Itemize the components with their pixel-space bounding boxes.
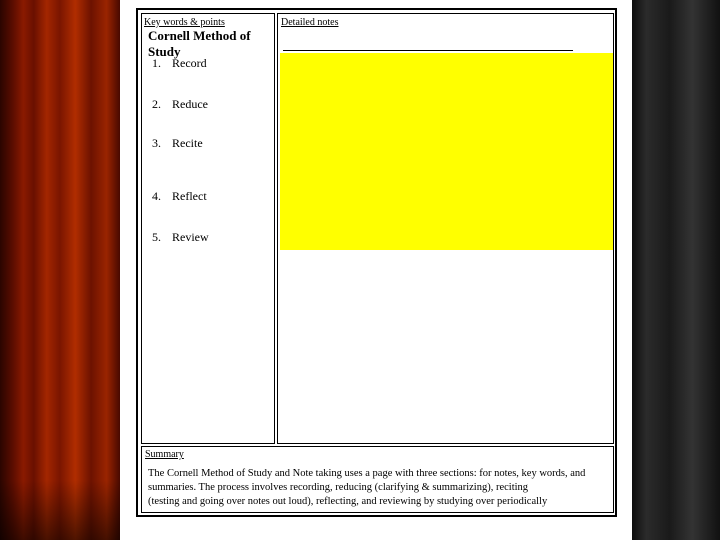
step-label: Reduce — [172, 97, 208, 111]
step-number: 5. — [152, 230, 161, 244]
step-recite — [152, 136, 203, 151]
summary-line: summaries. The process involves recording, reducing (clarifying & summarizing), reciting — [148, 482, 529, 493]
notes-column — [277, 13, 614, 444]
cue-column — [141, 13, 275, 444]
highlighted-notes-area — [280, 53, 613, 250]
curtain-left-backdrop — [0, 0, 130, 540]
summary-text — [148, 467, 608, 509]
step-label: Record — [172, 56, 207, 70]
step-label: Review — [172, 230, 209, 244]
document-page — [120, 0, 632, 540]
summary-section — [141, 446, 614, 513]
step-number: 1. — [152, 56, 161, 70]
summary-label: Summary — [145, 449, 184, 460]
summary-line: The Cornell Method of Study and Note taking uses a page with three sections: for notes, key words, and — [148, 468, 586, 479]
curtain-right-backdrop — [628, 0, 720, 540]
step-review — [152, 230, 209, 245]
header-rule-line — [283, 50, 573, 51]
summary-line: (testing and going over notes out loud), reflecting, and reviewing by studying over periodically — [148, 496, 548, 507]
page-title: Cornell Method of Study — [148, 28, 251, 59]
step-number: 3. — [152, 136, 161, 150]
step-label: Recite — [172, 136, 203, 150]
step-number: 4. — [152, 189, 161, 203]
step-record — [152, 56, 207, 71]
cornell-notes-frame — [136, 8, 617, 517]
step-reduce — [152, 97, 208, 112]
step-reflect — [152, 189, 207, 204]
step-number: 2. — [152, 97, 161, 111]
step-label: Reflect — [172, 189, 207, 203]
cue-column-header: Key words & points — [144, 17, 225, 28]
notes-column-header: Detailed notes — [281, 17, 339, 28]
